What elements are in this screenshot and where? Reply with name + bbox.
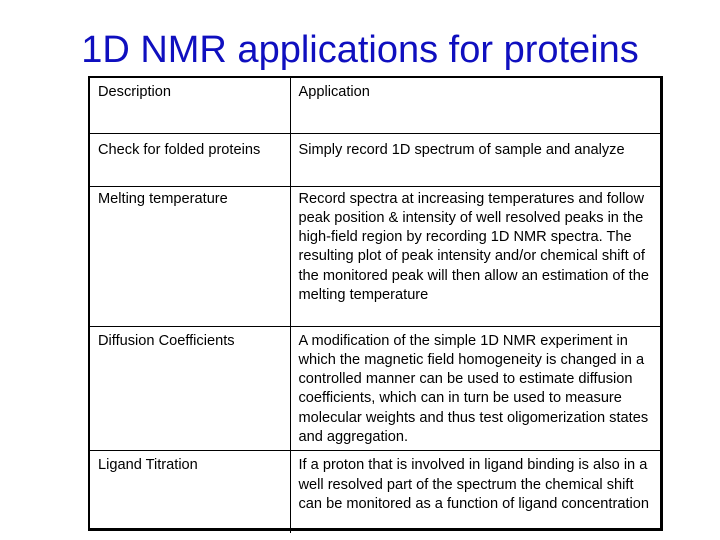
- row-description: Check for folded proteins: [90, 133, 290, 186]
- header-application: Application: [290, 78, 660, 133]
- row-application: Simply record 1D spectrum of sample and analyze: [290, 133, 660, 186]
- row-description: Ligand Titration: [90, 451, 290, 533]
- table-row: [90, 186, 660, 326]
- row-application: A modification of the simple 1D NMR experiment in which the magnetic field homogeneity is changed in a controlled manner can be used to estimate diffusion coefficients, which can in turn be used to measure molecular weights and thus test oligomerization states and aggregation.: [290, 326, 660, 451]
- table-row: [90, 133, 660, 186]
- row-application: If a proton that is involved in ligand binding is also in a well resolved part of the spectrum the chemical shift can be monitored as a function of ligand concentration: [290, 451, 660, 533]
- table-header-row: [90, 78, 660, 133]
- applications-table: [88, 76, 663, 531]
- slide-title: 1D NMR applications for proteins: [81, 29, 639, 71]
- row-description: Melting temperature: [90, 186, 290, 326]
- row-description: Diffusion Coefficients: [90, 326, 290, 451]
- header-description: Description: [98, 84, 171, 100]
- applications-table-grid: [90, 78, 660, 533]
- table-row: [90, 326, 660, 451]
- row-application: Record spectra at increasing temperatures and follow peak position & intensity of well resolved peaks in the high-field region by recording 1D NMR spectra. The resulting plot of peak intensity and/or chemical shift of the monitored peak will then allow an estimation of the melting temperature: [290, 186, 660, 326]
- table-row: [90, 451, 660, 533]
